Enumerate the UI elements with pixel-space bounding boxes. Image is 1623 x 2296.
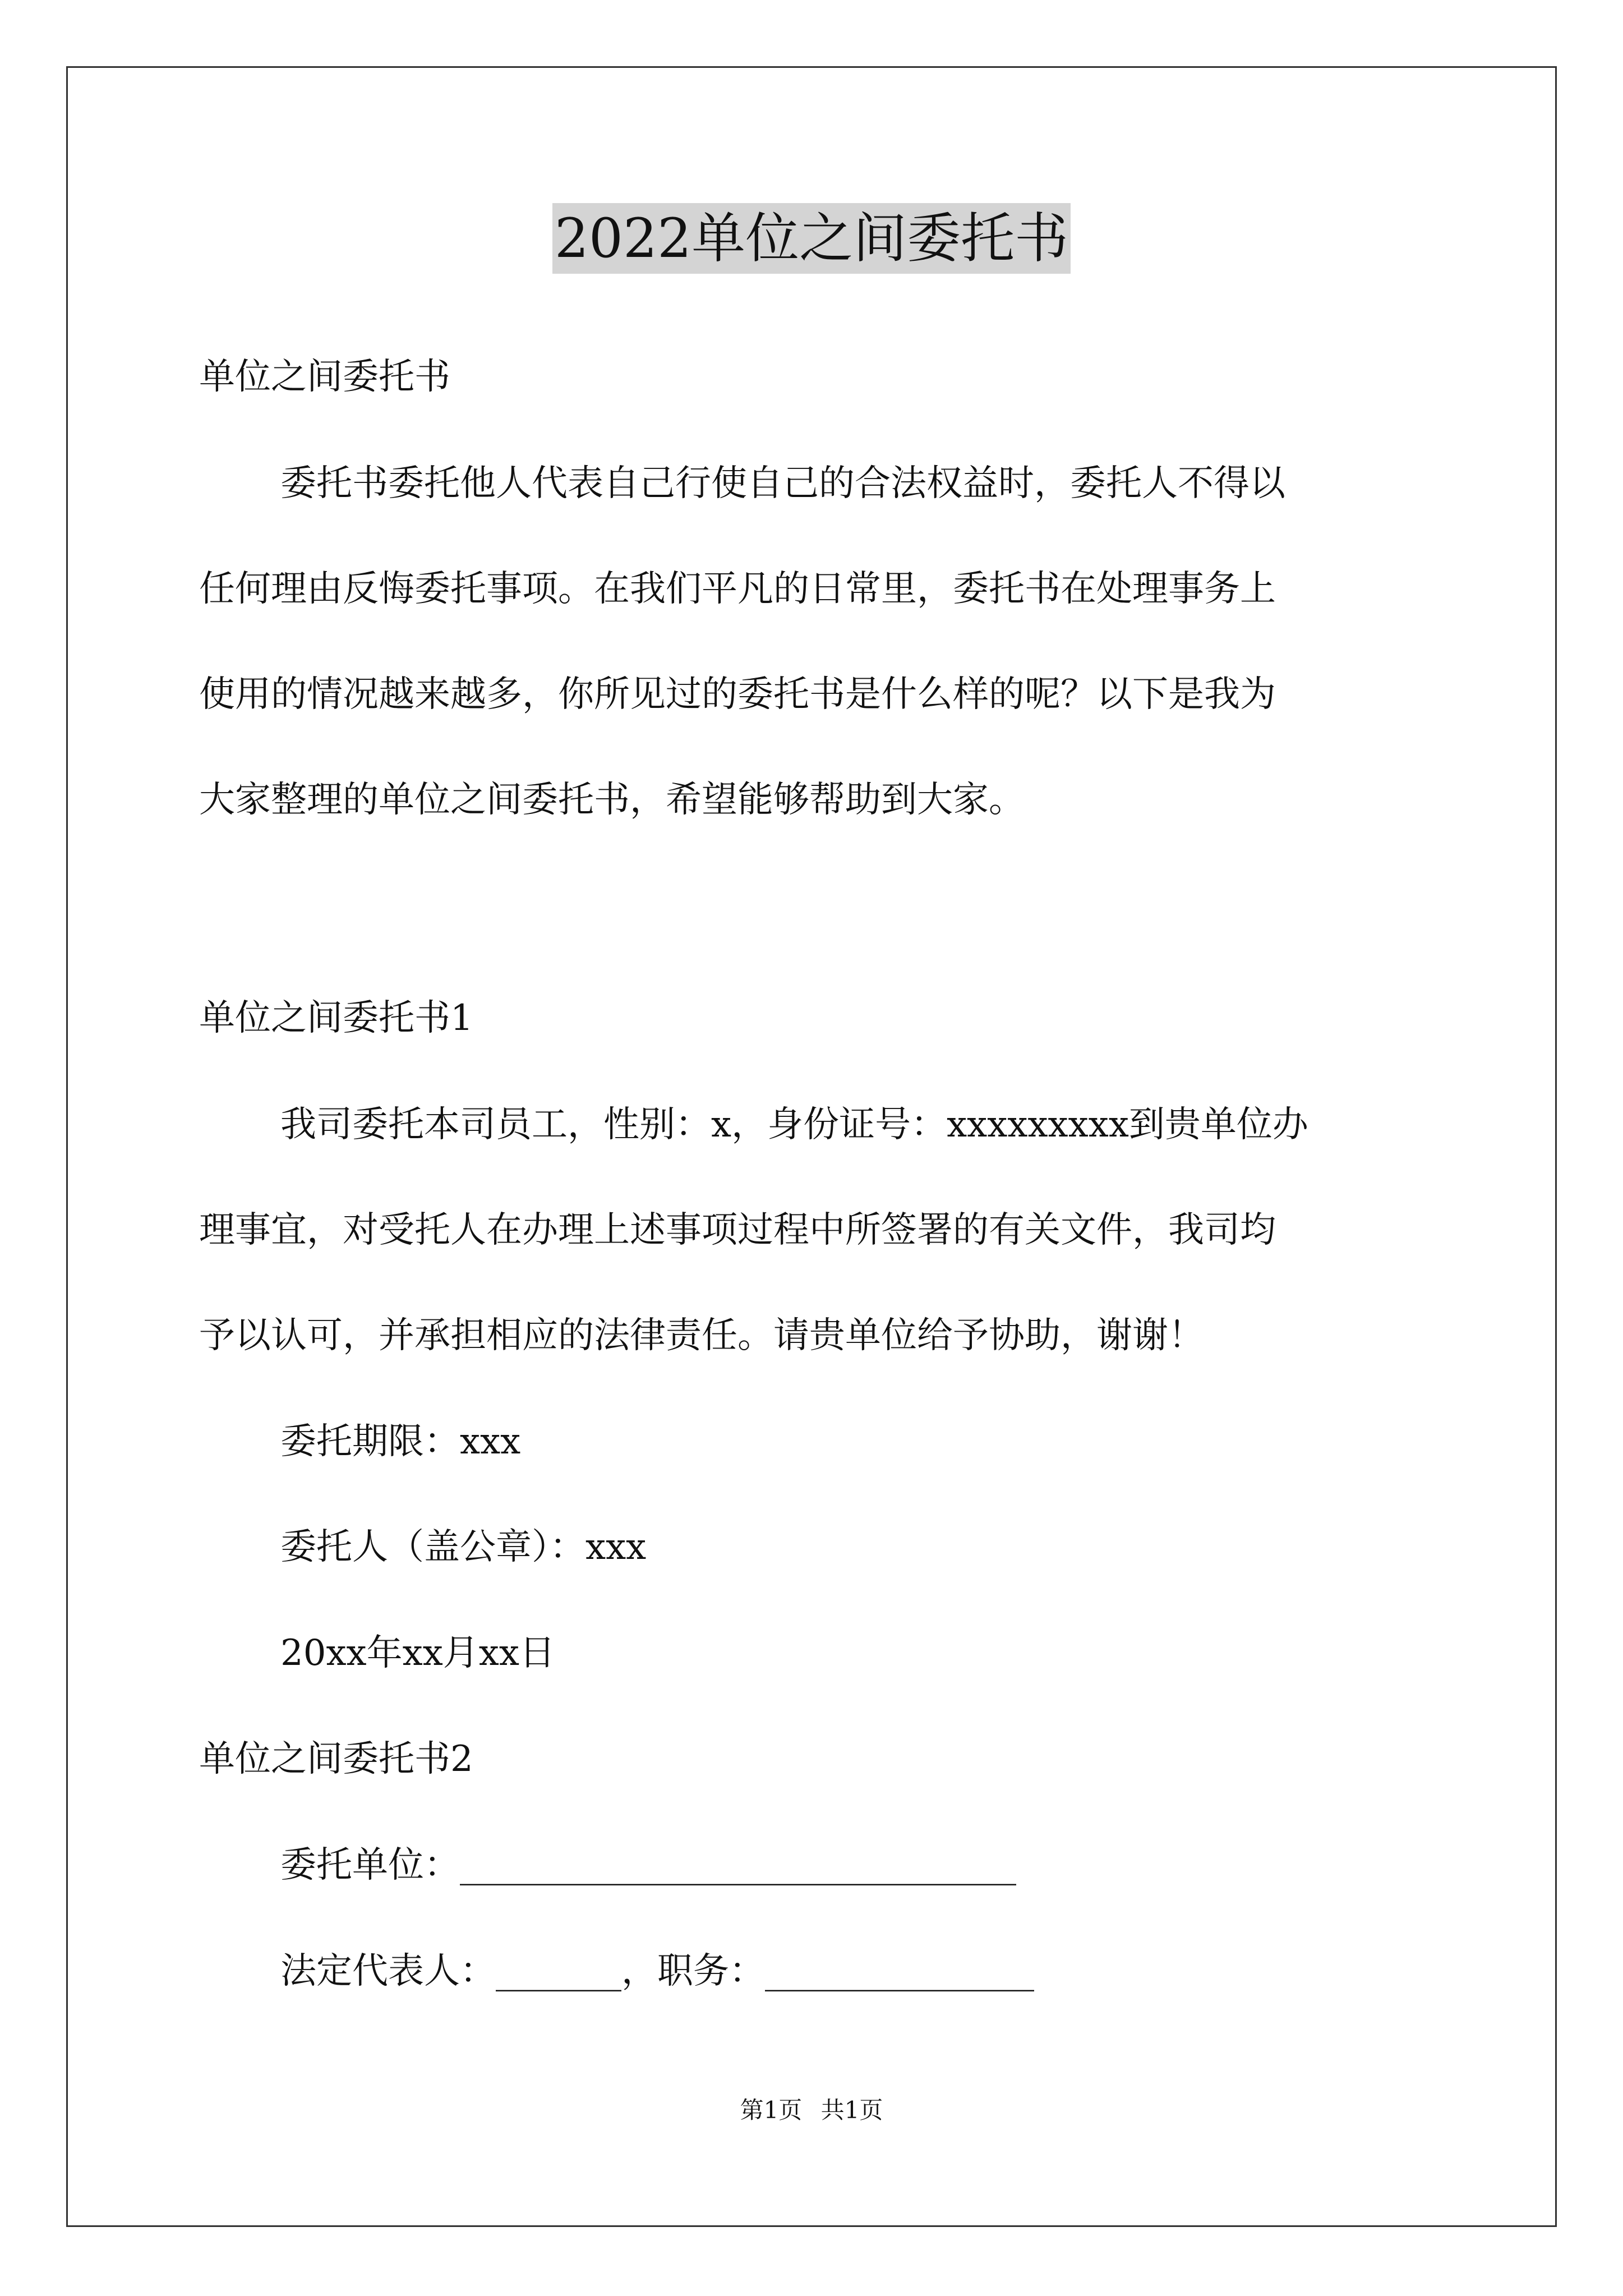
legal-representative-field: 法定代表人：_______，职务：_______________: [280, 1950, 1034, 1992]
principal-seal: 委托人（盖公章）：xxx: [280, 1526, 647, 1568]
intro-line-3: 使用的情况越来越多，你所见过的委托书是什么样的呢？以下是我为: [199, 674, 1276, 715]
section-1-line-1: 我司委托本司员工，性别：x，身份证号：xxxxxxxxx到贵单位办: [280, 1104, 1308, 1145]
section-1-line-2: 理事宜，对受托人在办理上述事项过程中所签署的有关文件，我司均: [199, 1209, 1276, 1251]
document-title: 2022单位之间委托书: [552, 203, 1071, 274]
section-2-heading: 单位之间委托书2: [199, 1738, 473, 1780]
section-1-line-3: 予以认可，并承担相应的法律责任。请贵单位给予协助，谢谢！: [199, 1315, 1204, 1356]
page-number: 第1页: [740, 2096, 803, 2124]
signing-date: 20xx年xx月xx日: [280, 1632, 555, 1674]
intro-line-2: 任何理由反悔委托事项。在我们平凡的日常里，委托书在处理事务上: [199, 568, 1276, 610]
page-footer: [0, 2095, 1623, 2126]
title-container: [0, 203, 1623, 274]
entrusting-unit-field: 委托单位：_______________________________: [280, 1844, 1016, 1886]
page-total: 共1页: [820, 2096, 883, 2124]
document-heading: 单位之间委托书: [199, 356, 450, 398]
section-1-heading: 单位之间委托书1: [199, 997, 473, 1039]
entrust-term: 委托期限：xxx: [280, 1421, 521, 1462]
intro-line-4: 大家整理的单位之间委托书，希望能够帮助到大家。: [199, 779, 1025, 821]
intro-line-1: 委托书委托他人代表自己行使自己的合法权益时，委托人不得以: [280, 463, 1285, 504]
